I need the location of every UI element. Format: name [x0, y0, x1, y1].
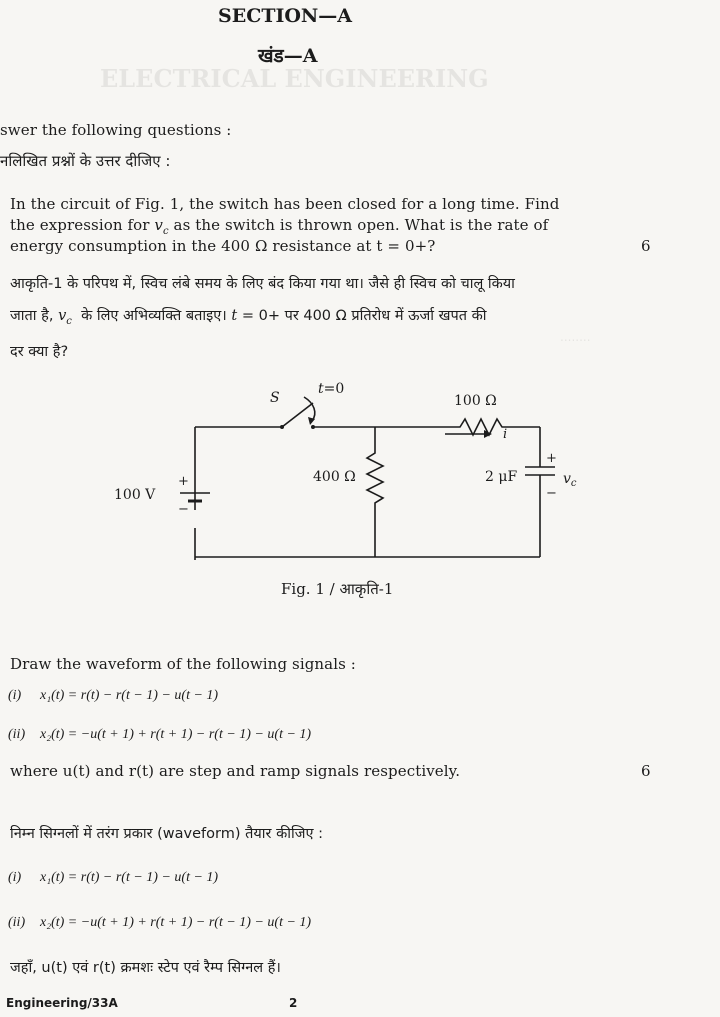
- cap-plus: +: [546, 451, 557, 466]
- instruction-en: swer the following questions :: [0, 121, 232, 139]
- q2-eq1-hi: x₁(t) = r(t) − r(t − 1) − u(t − 1): [40, 870, 219, 885]
- q2-i-label-hi: (i): [8, 870, 22, 885]
- q2-ii-label-hi: (ii): [8, 915, 26, 930]
- ghost-heading: ELECTRICAL ENGINEERING: [100, 64, 489, 93]
- source-label: 100 V: [114, 487, 156, 503]
- q2-ii-label: (ii): [8, 727, 26, 742]
- q2-intro-en: Draw the waveform of the following signals :: [10, 655, 356, 673]
- circuit-diagram: [100, 375, 577, 575]
- cap-label: 2 μF: [485, 469, 518, 485]
- section-title-hi: खंड—A: [258, 45, 318, 67]
- current-label: i: [503, 427, 508, 442]
- q2-eq2-hi: x₂(t) = −u(t + 1) + r(t + 1) − r(t − 1) − u(t − 1): [40, 915, 312, 930]
- section-title-en: SECTION—A: [218, 5, 353, 27]
- q2-where-hi: जहाँ, u(t) एवं r(t) क्रमशः स्टेप एवं रैम्प सिग्नल हैं।: [10, 960, 281, 976]
- switch-blade: [282, 403, 313, 427]
- q2-where-en: where u(t) and r(t) are step and ramp signals respectively.: [10, 762, 461, 780]
- footer-code: Engineering/33A: [6, 996, 118, 1010]
- q2-i-label: (i): [8, 688, 22, 703]
- r1-label: 100 Ω: [454, 393, 497, 409]
- q1-en-line-1: In the circuit of Fig. 1, the switch has been closed for a long time. Find: [10, 195, 560, 213]
- switch-label: S: [270, 390, 280, 406]
- source-minus: −: [178, 502, 189, 517]
- q2-marks: 6: [641, 762, 651, 780]
- q1-hi-line-2: जाता है, $v_c$ के लिए अभिव्यक्ति बताइए। t = 0+ पर 400 Ω प्रतिरोध में ऊर्जा खपत की: [10, 308, 487, 327]
- resistor-100-symbol: [440, 419, 540, 435]
- source-plus: +: [178, 474, 189, 489]
- vc-label: $v_c$: [563, 471, 577, 489]
- switch-time-label: t=0: [318, 381, 345, 397]
- resistor-400-symbol: [367, 427, 383, 557]
- cap-minus: −: [546, 486, 557, 501]
- r2-label: 400 Ω: [313, 469, 356, 485]
- q1-marks: 6: [641, 237, 651, 255]
- instruction-hi: नलिखित प्रश्नों के उत्तर दीजिए :: [0, 152, 171, 170]
- page-number: 2: [289, 996, 298, 1010]
- figure-caption: Fig. 1 / आकृति-1: [281, 580, 394, 598]
- q1-en-line-3: energy consumption in the 400 Ω resistance at t = 0+?: [10, 237, 436, 255]
- ghost-text: ........: [560, 330, 591, 344]
- q2-intro-hi: निम्न सिग्नलों में तरंग प्रकार (waveform) तैयार कीजिए :: [10, 826, 324, 842]
- q2-eq2-en: x₂(t) = −u(t + 1) + r(t + 1) − r(t − 1) − u(t − 1): [40, 727, 312, 742]
- q1-hi-line-1: आकृति-1 के परिपथ में, स्विच लंबे समय के लिए बंद किया गया था। जैसे ही स्विच को चालू किया: [10, 276, 515, 292]
- q1-hi-line-3: दर क्या है?: [10, 344, 69, 360]
- q2-eq1-en: x₁(t) = r(t) − r(t − 1) − u(t − 1): [40, 688, 219, 703]
- q1-en-line-2: the expression for $v_c$ as the switch is thrown open. What is the rate of: [10, 216, 549, 237]
